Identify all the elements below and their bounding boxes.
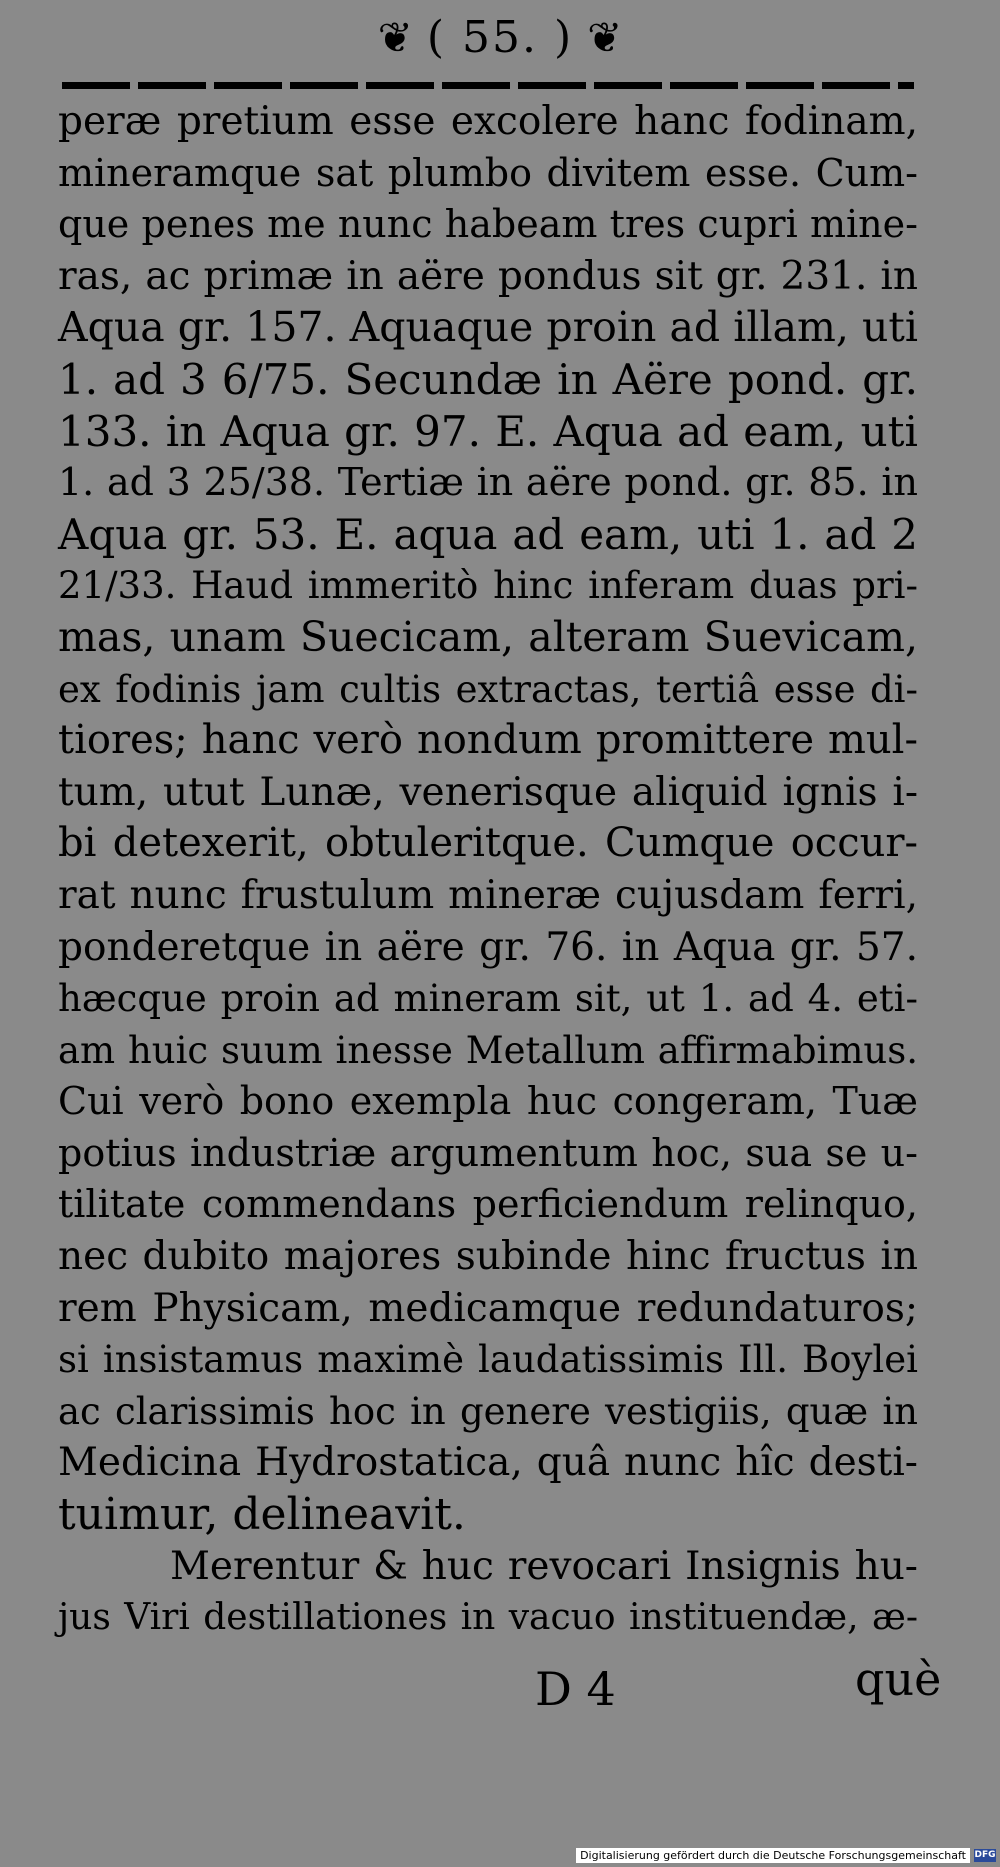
body-text: [58, 96, 918, 1644]
text-line: Aqua gr. 53. E. aqua ad eam, uti 1. ad 2: [58, 509, 918, 559]
text-line: nec dubito majores subinde hinc fructus in: [58, 1234, 918, 1280]
text-line: tum, utut Lunæ, venerisque aliquid ignis i-: [58, 769, 918, 815]
header-rule: [62, 82, 914, 89]
text-line: mineramque sat plumbo divitem esse. Cum-: [58, 150, 918, 195]
text-line: bi detexerit, obtuleritque. Cumque occur-: [58, 820, 918, 867]
text-line: ac clarissimis hoc in genere vestigiis, quæ in: [58, 1389, 918, 1433]
catchline: [0, 1652, 1000, 1722]
text-line: 133. in Aqua gr. 97. E. Aqua ad eam, uti: [58, 406, 918, 456]
footer: [0, 1845, 996, 1865]
text-line: am huic suum inesse Metallum affirmabimus.: [58, 1028, 918, 1072]
text-line: 1. ad 3 6/75. Secundæ in Aëre pond. gr.: [58, 354, 918, 404]
text-line: Cui verò bono exempla huc congeram, Tuæ: [58, 1079, 918, 1124]
ornament-left-icon: ❦: [377, 13, 413, 62]
text-line: tuimur, delineavit.: [58, 1489, 466, 1541]
text-line: si insistamus maximè laudatissimis Ill. Boylei: [58, 1338, 918, 1382]
catchword: què: [855, 1652, 942, 1706]
text-line: tiores; hanc verò nondum promittere mul-: [58, 717, 918, 764]
text-line: rat nunc frustulum mineræ cujusdam ferri,: [58, 872, 918, 918]
footer-text: Digitalisierung gefördert durch die Deutsche Forschungsgemeinschaft: [576, 1848, 970, 1863]
text-line: que penes me nunc habeam tres cupri mine-: [58, 202, 918, 247]
ornament-right-icon: ❦: [587, 13, 623, 62]
text-line: Aqua gr. 157. Aquaque proin ad illam, uti: [58, 303, 918, 352]
page-number: ( 55. ): [426, 12, 574, 63]
text-line: Medicina Hydrostatica, quâ nunc hîc desti-: [58, 1440, 918, 1486]
text-line: tilitate commendans perficiendum relinquo,: [58, 1182, 918, 1227]
text-line: potius industriæ argumentum hoc, sua se u-: [58, 1130, 918, 1175]
text-line: hæcque proin ad mineram sit, ut 1. ad 4. eti-: [58, 977, 918, 1021]
text-line: 21/33. Haud immeritò hinc inferam duas pri-: [58, 564, 918, 608]
dfg-logo: DFG: [974, 1850, 996, 1860]
text-line: 1. ad 3 25/38. Tertiæ in aëre pond. gr. 85. in: [58, 460, 918, 505]
text-line: ex fodinis jam cultis extractas, tertiâ esse di-: [58, 667, 918, 711]
text-line: mas, unam Suecicam, alteram Suevicam,: [58, 612, 918, 661]
signature-mark: D 4: [535, 1662, 616, 1716]
page-header: [0, 8, 1000, 68]
text-line: Merentur & huc revocari Insignis hu-: [170, 1543, 918, 1589]
text-line: ras, ac primæ in aëre pondus sit gr. 231. in: [58, 253, 918, 299]
text-line: jus Viri destillationes in vacuo instituendæ, æ-: [58, 1597, 918, 1639]
text-line: ponderetque in aëre gr. 76. in Aqua gr. 57.: [58, 924, 918, 970]
text-line: peræ pretium esse excolere hanc fodinam,: [58, 99, 918, 144]
text-line: rem Physicam, medicamque redundaturos;: [58, 1285, 918, 1331]
